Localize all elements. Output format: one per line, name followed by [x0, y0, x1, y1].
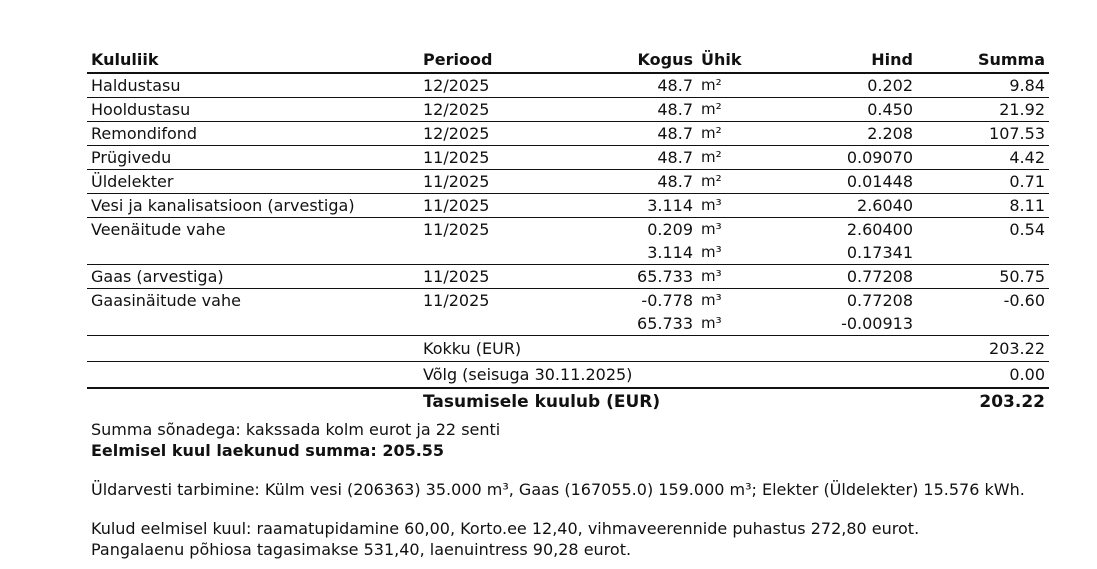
row-period: 11/2025: [423, 291, 490, 310]
row-quantity: -0.778: [641, 291, 693, 310]
row-sum: 8.11: [917, 194, 1049, 218]
row-unit: m³: [701, 220, 722, 238]
row-unit: m³: [697, 194, 757, 218]
table-row: [87, 73, 1049, 98]
header-sum: Summa: [917, 48, 1049, 73]
table-row: [87, 98, 1049, 122]
row-period: [419, 312, 549, 336]
row-sum: 107.53: [917, 122, 1049, 146]
notes: [91, 419, 1049, 560]
row-period: 11/2025: [419, 265, 549, 289]
header-quantity: Kogus: [549, 48, 697, 73]
row-unit: m²: [697, 73, 757, 98]
header-period: Periood: [419, 48, 549, 73]
previous-costs-line-2: Pangalaenu põhiosa tagasimakse 531,40, laenuintress 90,28 eurot.: [91, 540, 632, 559]
row-sum: 0.71: [917, 170, 1049, 194]
row-period: 12/2025: [419, 98, 549, 122]
bill: [87, 48, 1049, 560]
total-row: [87, 336, 1049, 362]
debt-spacer: [87, 362, 419, 389]
row-price: 0.450: [757, 98, 917, 122]
row-quantity: 48.7: [549, 73, 697, 98]
row-quantity: 48.7: [549, 122, 697, 146]
grand-total-row: [87, 388, 1049, 415]
row-quantity: 3.114: [549, 241, 697, 265]
row-item: Gaas (arvestiga): [87, 265, 419, 289]
row-quantity: 3.114: [549, 194, 697, 218]
row-quantity: 0.209: [647, 220, 693, 239]
row-item: Haldustasu: [87, 73, 419, 98]
row-period: 11/2025: [419, 146, 549, 170]
row-item: Veenäitude vahe: [91, 220, 226, 239]
header-item: Kululiik: [87, 48, 419, 73]
previous-payment: Eelmisel kuul laekunud summa: 205.55: [91, 441, 445, 460]
row-quantity: 48.7: [549, 98, 697, 122]
row-item: Gaasinäitude vahe: [91, 291, 241, 310]
grand-total-label: Tasumisele kuulub (EUR): [419, 388, 917, 415]
header-price: Hind: [757, 48, 917, 73]
row-unit: m³: [697, 312, 757, 336]
row-quantity: 65.733: [549, 312, 697, 336]
row-unit: m²: [697, 122, 757, 146]
row-period: 11/2025: [419, 170, 549, 194]
row-price: 2.60400: [846, 220, 913, 239]
total-label: Kokku (EUR): [419, 336, 917, 362]
row-price: -0.00913: [757, 312, 917, 336]
debt-row: [87, 362, 1049, 389]
table-row: [87, 218, 1049, 242]
grand-total-value: 203.22: [917, 388, 1049, 415]
table-row: [87, 170, 1049, 194]
row-quantity: 48.7: [549, 146, 697, 170]
row-sum: [917, 241, 1049, 265]
header-unit: Ühik: [697, 48, 757, 73]
row-period: 11/2025: [423, 220, 490, 239]
row-item: [87, 241, 419, 265]
row-price: 0.01448: [757, 170, 917, 194]
row-price: 0.202: [757, 73, 917, 98]
row-period: 12/2025: [419, 73, 549, 98]
row-item: Hooldustasu: [87, 98, 419, 122]
row-price: 0.17341: [757, 241, 917, 265]
row-unit: m²: [697, 146, 757, 170]
row-sum: 50.75: [917, 265, 1049, 289]
previous-costs-line-1: Kulud eelmisel kuul: raamatupidamine 60,00, Korto.ee 12,40, vihmaveerennide puhastus 272,80 eurot.: [91, 519, 920, 538]
row-sum: [917, 312, 1049, 336]
row-price: 0.09070: [757, 146, 917, 170]
row-quantity: 65.733: [549, 265, 697, 289]
table-row: [87, 194, 1049, 218]
row-item: Prügivedu: [87, 146, 419, 170]
row-period: 12/2025: [419, 122, 549, 146]
table-row: [87, 146, 1049, 170]
row-sum: 4.42: [917, 146, 1049, 170]
debt-label: Võlg (seisuga 30.11.2025): [423, 365, 633, 384]
row-price: 0.77208: [757, 265, 917, 289]
table-header-row: [87, 48, 1049, 73]
table-row: [87, 289, 1049, 313]
row-item: [87, 312, 419, 336]
row-price: 2.6040: [757, 194, 917, 218]
general-meter-consumption: Üldarvesti tarbimine: Külm vesi (206363) 35.000 m³, Gaas (167055.0) 159.000 m³; Elekter (Üldelekter) 15.576 kWh.: [91, 480, 1025, 499]
row-unit: m³: [701, 291, 722, 309]
total-value: 203.22: [917, 336, 1049, 362]
sum-in-words: Summa sõnadega: kakssada kolm eurot ja 22 senti: [91, 420, 501, 439]
row-sum: -0.60: [1003, 291, 1045, 310]
row-period: [419, 241, 549, 265]
charges-table: [87, 48, 1049, 415]
row-item: Vesi ja kanalisatsioon (arvestiga): [87, 194, 419, 218]
row-quantity: 48.7: [549, 170, 697, 194]
row-unit: m³: [697, 265, 757, 289]
table-row: [87, 312, 1049, 336]
row-sum: 9.84: [917, 73, 1049, 98]
row-period: 11/2025: [419, 194, 549, 218]
row-item: Remondifond: [87, 122, 419, 146]
row-unit: m²: [697, 170, 757, 194]
row-unit: m³: [697, 241, 757, 265]
debt-value: 0.00: [1009, 365, 1045, 384]
row-price: 0.77208: [846, 291, 913, 310]
table-row: [87, 241, 1049, 265]
row-item: Üldelekter: [87, 170, 419, 194]
grand-spacer: [87, 388, 419, 415]
table-row: [87, 122, 1049, 146]
row-sum: 0.54: [1009, 220, 1045, 239]
row-price: 2.208: [757, 122, 917, 146]
table-row: [87, 265, 1049, 289]
row-unit: m²: [697, 98, 757, 122]
row-sum: 21.92: [917, 98, 1049, 122]
total-spacer: [87, 336, 419, 362]
